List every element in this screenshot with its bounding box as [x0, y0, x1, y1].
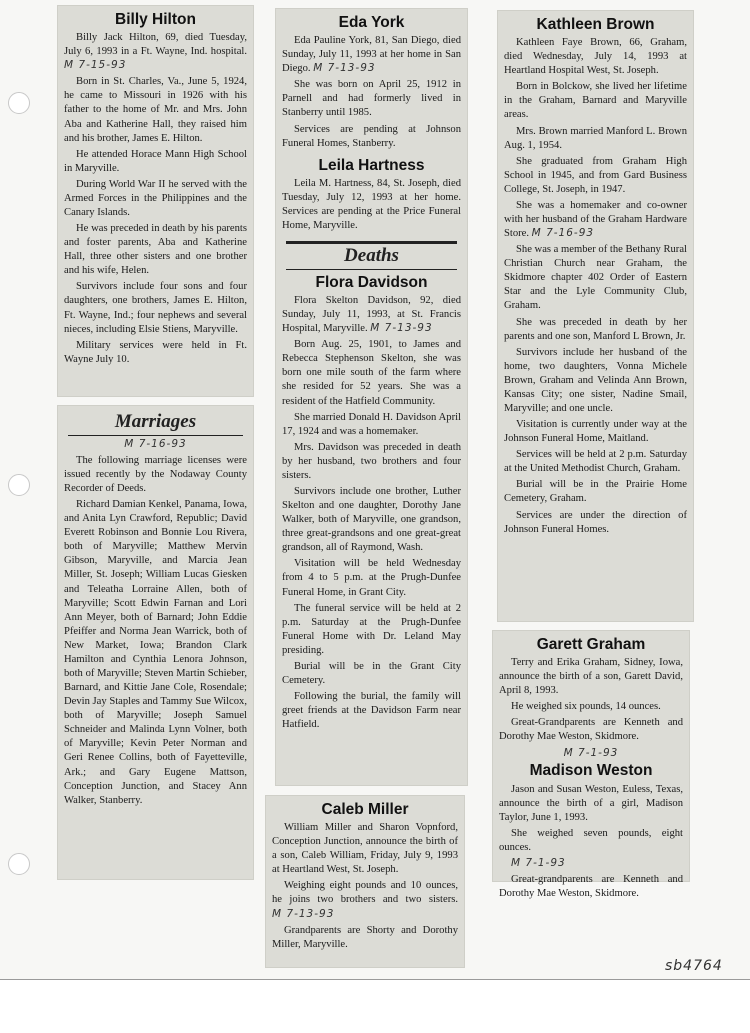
paragraph: Kathleen Faye Brown, 66, Graham, died Wednesday, July 14, 1993 at Heartland Hospital West, St. Joseph. [504, 37, 687, 77]
handwritten-note: M 7-16-93 [124, 437, 187, 450]
paragraph: Born Aug. 25, 1901, to James and Rebecca Stephenson Skelton, she was born one mile south of the farm where she resided for 52 years. She was a resident of the Hatfield Community. [282, 339, 461, 407]
clipping-marriages [57, 405, 254, 880]
divider [68, 435, 243, 436]
paragraph: She weighed seven pounds, eight ounces. [499, 827, 683, 853]
clipping-deaths-column [275, 8, 468, 786]
paragraph: She was a member of the Bethany Rural Christian Church near Graham, the Skidmore chapter 402 Order of Eastern Star and the Lyle Community Club, Graham. [504, 244, 687, 312]
paragraph: Billy Jack Hilton, 69, died Tuesday, July 6, 1993 in a Ft. Wayne, Ind. hospital. M 7-15-93 [64, 32, 247, 72]
paragraph: He weighed six pounds, 14 ounces. [511, 701, 661, 713]
birth-title: Madison Weston [529, 762, 653, 780]
paragraph: Visitation will be held Wednesday from 4 to 5 p.m. at the Prugh-Dunfee Funeral Home, in Grant City. [282, 558, 461, 598]
paragraph: Eda Pauline York, 81, San Diego, died Sunday, July 11, 1993 at her home in San Diego. M 7-13-93 [282, 35, 461, 75]
paragraph: The funeral service will be held at 2 p.m. Saturday at the Prugh-Dunfee Funeral Home with Dr. Leland May presiding. [282, 602, 461, 656]
obituary-title: Flora Davidson [315, 273, 428, 291]
paragraph: She graduated from Graham High School in 1945, and from Gard Business College, St. Joseph, in 1947. [504, 155, 687, 195]
paragraph: She was preceded in death by her parents and one son, Manford L Brown, Jr. [504, 316, 687, 342]
clipping-birth-announcements [492, 630, 690, 900]
birth-title: Caleb Miller [321, 801, 409, 818]
handwritten-note: M 7-13-93 [370, 322, 433, 335]
section-title: Marriages [114, 411, 197, 432]
paragraph: Flora Skelton Davidson, 92, died Sunday, July 11, 1993, at St. Francis Hospital, Maryville. M 7-13-93 [282, 294, 461, 335]
paragraph: Jason and Susan Weston, Euless, Texas, announce the birth of a girl, Madison Taylor, June 1, 1993. [499, 783, 683, 823]
paragraph: Mrs. Davidson was preceded in death by her husband, two brothers and four sisters. [282, 441, 461, 481]
handwritten-note: M 7-1-93 [563, 746, 619, 759]
paragraph: Military services were held in Ft. Wayne July 10. [64, 339, 247, 365]
paragraph: Survivors include four sons and four daughters, one brothers, James E. Hilton, Ft. Wayne, Ind.; four nephews and several nieces, including Elsie Stiens, Maryville. [64, 281, 247, 335]
handwritten-note: M 7-13-93 [313, 62, 376, 75]
paragraph: Survivors include her husband of the home, two daughters, Vonna Michele Brown, Graham and Velinda Ann Brown, Kansas City; one sister, Nadine Smail, Maryville; and one uncle. [504, 346, 687, 414]
clipping-kathleen-brown [497, 10, 694, 622]
paragraph: Services are under the direction of Johnson Funeral Homes. [504, 509, 687, 535]
paragraph: Following the burial, the family will greet friends at the Davidson Farm near Hatfield. [282, 691, 461, 731]
reference-id: sb4764 [665, 958, 723, 974]
paragraph: Great-grandparents are Kenneth and Dorothy Mae Weston, Skidmore. [499, 873, 683, 900]
paragraph: The following marriage licenses were issued recently by the Nodaway County Recorder of Deeds. [64, 454, 247, 494]
paragraph: Survivors include one brother, Luther Skelton and one daughter, Dorothy Jane Walker, both of Maryville, one grandson, three great-grandsons and one great-great grandson, all of Raymond, Wash. [282, 485, 461, 554]
divider [286, 269, 457, 270]
paragraph: She was born on April 25, 1912 in Parnell and had formerly lived in Stanberry until 1985. [282, 79, 461, 119]
clipping-billy-hilton [57, 5, 254, 397]
paragraph: Mrs. Brown married Manford L. Brown Aug. 1, 1954. [504, 125, 687, 151]
handwritten-note: M 7-16-93 [531, 227, 595, 240]
divider [286, 241, 457, 244]
obituary-title: Kathleen Brown [536, 16, 655, 33]
handwritten-note: M 7-13-93 [272, 907, 335, 920]
paragraph: He was preceded in death by his parents and foster parents, Aba and Katherine Hall, three other sisters and one brother and his wife, Helen. [64, 223, 247, 277]
paragraph: Born in St. Charles, Va., June 5, 1924, he came to Missouri in 1926 with his father to the home of Mr. and Mrs. John Aba and Katherine Hall, they raised him and his brother, James E. Hilton. [64, 76, 247, 144]
paragraph: William Miller and Sharon Vopnford, Conception Junction, announce the birth of a son, Caleb William, Friday, July 9, 1993 at Heartland West, St. Joseph. [272, 822, 458, 876]
paragraph: Richard Damian Kenkel, Panama, Iowa, and Anita Lyn Crawford, Republic; David Everett Robinson and Bonnie Lou Rivera, both of Maryville; Matthew Mervin Gibson, Maryville, and Marcia Jean Miller, St. Joseph; William Lucas Giesken and Teleatha Lorraine Allen, both of Maryville; Scott Edwin Farnan and Lori Ann Meyer, both of Barnard; John Eddie Pfeiffer and Norma Jean Warrick, both of New Market, Iowa; Brandon Clark Hamilton and Cynthia Lenora Johnson, both of Maryville; Steven Martin Schieber, Barnard, and Kittie Jane Cole, Rosendale; Devin Jay Staples and Tammy Sue Wilcox, both of Maryville; Joseph Samuel Schneider and Malinda Lynn Volner, both of Maryville; Kevin Peter Norman and Geri Renee Collins, both of Fayetteville, Ark.; and Gary Eugene Mattson, Conception Junction, and Stacey Ann Walker, Stanberry. [64, 499, 247, 806]
paragraph: Burial will be in the Prairie Home Cemetery, Graham. [504, 479, 687, 505]
binder-hole [8, 474, 30, 496]
paragraph: Terry and Erika Graham, Sidney, Iowa, announce the birth of a son, Garett David, April 8, 1993. [499, 657, 683, 697]
birth-title: Garett Graham [536, 636, 646, 653]
paragraph [499, 857, 683, 871]
paragraph: He attended Horace Mann High School in Maryville. [64, 148, 247, 174]
paragraph: During World War II he served with the Armed Forces in the Philippines and the Canary Islands. [64, 178, 247, 218]
obituary-title: Leila Hartness [318, 156, 425, 174]
handwritten-note: M 7-15-93 [64, 59, 127, 72]
obituary-title: Eda York [338, 14, 405, 31]
paragraph: Born in Bolckow, she lived her lifetime in the Graham, Barnard and Maryville areas. [504, 81, 687, 121]
paragraph: Leila M. Hartness, 84, St. Joseph, died Tuesday, July 12, 1993 at her home. Services are pending at the Price Funeral Home, Maryville. [282, 177, 461, 231]
obituary-title: Billy Hilton [115, 11, 196, 28]
paragraph: She married Donald H. Davidson April 17, 1924 and was a homemaker. [282, 411, 461, 437]
section-title: Deaths [344, 245, 399, 267]
paragraph: Burial will be in the Grant City Cemetery. [282, 660, 461, 686]
clipping-caleb-miller [265, 795, 465, 968]
paragraph: Services are pending at Johnson Funeral Homes, Stanberry. [282, 123, 461, 149]
paragraph: Visitation is currently under way at the Johnson Funeral Home, Maitland. [504, 419, 687, 445]
paragraph: She was a homemaker and co-owner with her husband of the Graham Hardware Store. M 7-16-93 [504, 199, 687, 240]
paragraph: Great-Grandparents are Kenneth and Dorothy Mae Weston, Skidmore. [499, 717, 683, 743]
paragraph: Grandparents are Shorty and Dorothy Miller, Maryville. [272, 924, 458, 950]
paragraph: Services will be held at 2 p.m. Saturday at the United Methodist Church, Graham. [504, 449, 687, 475]
paragraph: Weighing eight pounds and 10 ounces, he joins two brothers and two sisters. M 7-13-93 [272, 880, 458, 920]
binder-hole [8, 92, 30, 114]
binder-hole [8, 853, 30, 875]
handwritten-note: M 7-1-93 [511, 856, 566, 869]
